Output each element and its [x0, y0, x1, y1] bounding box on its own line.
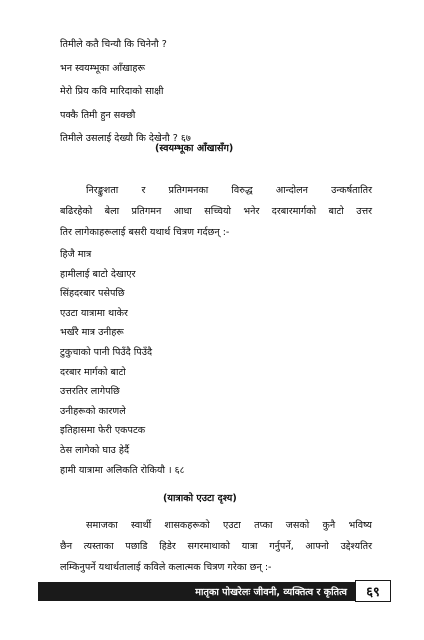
poem-line: ठेस लागेको घाउ हेर्दै	[60, 444, 130, 456]
poem-svayambhu	[60, 40, 191, 158]
page-number	[355, 580, 391, 602]
footer-title-bar	[38, 582, 355, 601]
poem-line: हामी यात्रामा अलिकति रोकियौ । ६८	[60, 464, 185, 476]
paragraph-line: समाजका स्वार्थी शासकहरूको एउटा तप्का जसको कुनै भविष्य	[86, 520, 372, 531]
paragraph-line: तिर लागेकाहरूलाई बसरी यथार्थ चित्रण गर्दछन् :-	[60, 227, 230, 238]
poem-line: उनीहरूको कारणले	[60, 405, 126, 417]
paragraph-line: लम्किनुपर्ने यथार्थतालाई कविले कलात्मक चित्रण गरेका छन् :-	[60, 562, 272, 573]
poem-line: हामीलाई बाटो देखाएर	[60, 268, 136, 280]
page-number-text: ६९	[366, 585, 380, 600]
paragraph-intro-2	[60, 518, 372, 581]
poem-line: भर्खरै मात्र उनीहरू	[60, 327, 124, 339]
paragraph-line: बढिरहेको बेला प्रतिगमन आधा सच्चियो भनेर दरबारमार्गको बाटो उत्तर	[60, 206, 372, 217]
poem-line: हिजै मात्र	[60, 249, 92, 260]
poem-line: मेरो प्रिय कवि मारिदाको साक्षी	[60, 86, 164, 97]
paragraph-intro-1	[60, 183, 372, 246]
paragraph-line: छैन त्यस्ताका पछाडि हिडेर सगरमाथाको यात्रा गर्नुपर्ने, आफ्नो उद्देश्यतिर	[60, 541, 372, 552]
poem-line: पक्कै तिमी हुन सक्छौ	[60, 109, 136, 121]
poem-line: सिंहदरबार पसेपछि	[60, 288, 125, 300]
poem-line: दरबार मार्गको बाटो	[60, 366, 126, 378]
footer-title: मातृका पोखरेलः जीवनी, व्यक्तित्व र कृतित्व	[195, 587, 347, 598]
paragraph-line: निरङ्कुशता र प्रतिगमनका विरुद्ध आन्दोलन उन्कर्षतातिर	[86, 185, 372, 196]
poem-line: तिमीले उसलाई देख्यौ कि देखेनौ ? ६७	[60, 133, 191, 144]
poem-line: इतिहासमा फेरी एकपटक	[60, 425, 146, 437]
poem-line: भन स्वयम्भूका आँखाहरू	[60, 62, 145, 74]
poem-line: तिमीले कतै चिन्यौ कि चिनेनौ ?	[60, 39, 167, 50]
poem-caption: (यात्राको एउटा दृश्य)	[163, 493, 237, 504]
poem-line: एउटा यात्रामा थाकेर	[60, 307, 128, 319]
poem-caption: (स्वयम्भूका आँखासँग)	[155, 143, 234, 154]
poem-line: टुकुचाको पानी पिउँदै पिउँदै	[60, 346, 153, 358]
poem-line: उत्तरतिर लागेपछि	[60, 386, 120, 398]
poem-yatra	[60, 250, 185, 485]
